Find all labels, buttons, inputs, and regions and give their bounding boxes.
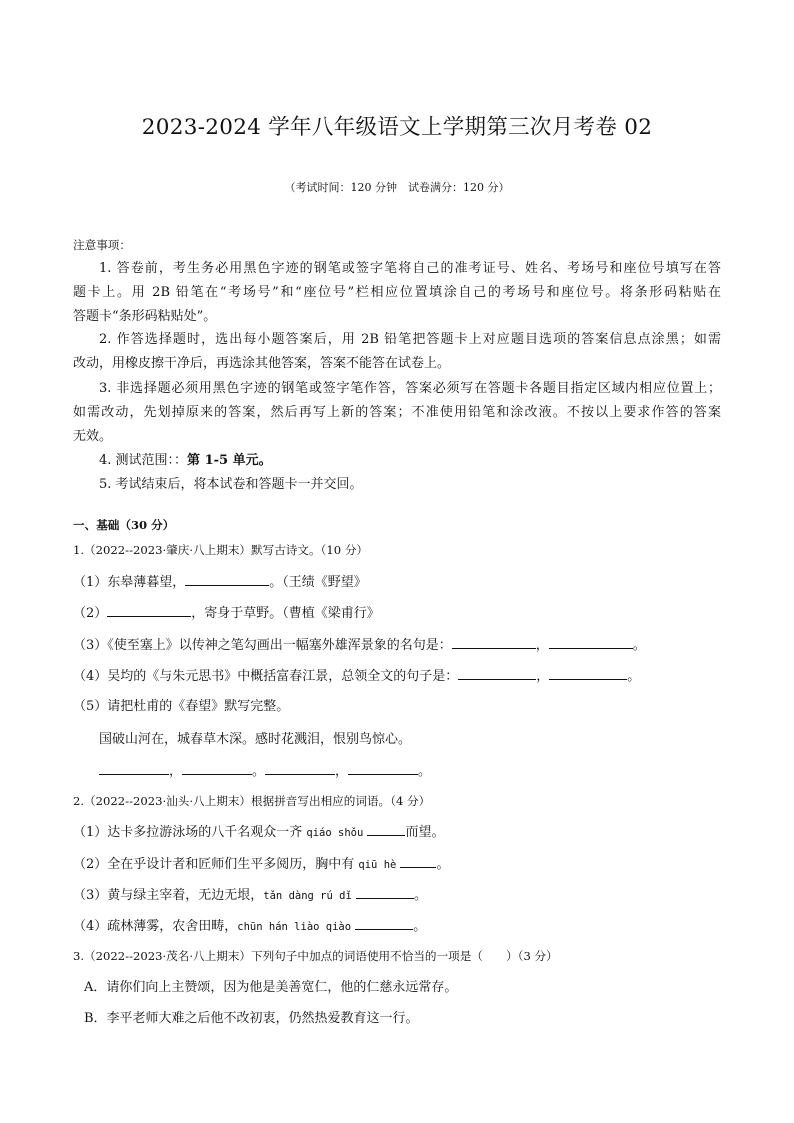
q1-part-2-label: （2） <box>73 606 108 621</box>
answer-blank[interactable] <box>458 667 536 680</box>
period: 。 <box>436 857 450 872</box>
q1-part-3 <box>73 636 646 655</box>
question-1-stem: 1.（2022--2023·肇庆·八上期末）默写古诗文。（10 分） <box>73 543 369 557</box>
q1-part-4-text: （4）吴均的《与朱元思书》中概括富春江景，总领全文的句子是： <box>73 669 459 684</box>
q2-part-3-text: （3）黄与绿主宰着，无边无垠， <box>73 888 264 903</box>
q2-part-3 <box>73 886 427 905</box>
notice-line: 1. 答卷前，考生务必用黑色字迹的钢笔或签字笔将自己的准考证号、姓名、考场号和座位号填写在答 <box>99 261 721 276</box>
answer-blank[interactable] <box>367 823 405 836</box>
exam-info: （考试时间：120 分钟 试卷满分：120 分） <box>284 181 510 194</box>
section-heading: 一、基础（30 分） <box>73 518 175 532</box>
notice-item-4-label: 4. 测试范围：： <box>99 453 188 468</box>
answer-blank[interactable] <box>400 855 436 868</box>
q1-part-2-text: ，寄身于草野。（曹植《梁甫行》 <box>191 606 380 621</box>
answer-blank[interactable] <box>99 762 169 775</box>
question-3-stem: 3.（2022--2023·茂名·八上期末）下列句子中加点的词语使用不恰当的一项是（ ）（3 分） <box>73 949 558 963</box>
comma: ， <box>535 638 549 653</box>
pinyin: qiáo shǒu <box>306 827 364 839</box>
pinyin: chūn hán liào qiào <box>237 921 352 933</box>
answer-blank[interactable] <box>355 917 413 930</box>
notice-line: 题卡上。用 2B 铅笔在“考场号”和“座位号”栏相应位置填涂自己的考场号和座位号。将条形码粘贴在 <box>73 285 721 300</box>
poem-answer-line <box>99 762 431 781</box>
notice-line: 答题卡“条形码粘贴处”。 <box>73 309 217 324</box>
q2-part-1 <box>73 823 444 842</box>
question-2-stem: 2.（2022--2023·汕头·八上期末）根据拼音写出相应的词语。（4 分） <box>73 794 431 808</box>
comma: ， <box>335 764 349 779</box>
pinyin: qiū hè <box>358 859 397 871</box>
q1-part-1-text: （1）东皋薄暮望， <box>73 575 186 590</box>
answer-blank[interactable] <box>185 573 269 586</box>
q2-part-4-text: （4）疏林薄雾，农舍田畴， <box>73 919 238 934</box>
exam-title: 2023-2024 学年八年级语文上学期第三次月考卷 02 <box>141 115 653 140</box>
q2-part-2 <box>73 855 450 874</box>
q2-part-1-text: （1）达卡多拉游泳场的八千名观众一齐 <box>73 825 307 840</box>
q1-part-3-text: （3）《使至塞上》以传神之笔勾画出一幅塞外雄浑景象的名句是： <box>73 638 452 653</box>
period: 。 <box>627 669 641 684</box>
notice-line: 如需改动，先划掉原来的答案，然后再写上新的答案；不准使用铅笔和涂改液。不按以上要求作答的答案 <box>73 405 721 420</box>
period: 。 <box>632 638 646 653</box>
poem-text: 国破山河在，城春草木深。感时花溅泪，恨别鸟惊心。 <box>99 732 412 747</box>
notice-line: 改动，用橡皮擦干净后，再选涂其他答案，答案不能答在试卷上。 <box>73 356 451 371</box>
q1-part-1 <box>73 573 367 592</box>
q2-part-4 <box>73 917 426 936</box>
answer-blank[interactable] <box>549 636 633 649</box>
pinyin: tǎn dàng rú dǐ <box>263 890 352 902</box>
answer-blank[interactable] <box>265 762 335 775</box>
answer-blank[interactable] <box>549 667 627 680</box>
notice-item-4 <box>99 452 272 470</box>
period: 。 <box>252 764 266 779</box>
q1-part-1-source: 。（王绩《野望》 <box>269 575 367 590</box>
option-a[interactable]: A．请你们向上主赞颂，因为他是美善宽仁，他的仁慈永远常存。 <box>84 980 458 995</box>
answer-blank[interactable] <box>182 762 252 775</box>
answer-blank[interactable] <box>356 886 414 899</box>
option-b[interactable]: B．李平老师大难之后他不改初衷，仍然热爱教育这一行。 <box>84 1011 419 1026</box>
period: 。 <box>413 888 427 903</box>
period: 。 <box>418 764 432 779</box>
notice-line: 2. 作答选择题时，选出每小题答案后，用 2B 铅笔把答题卡上对应题目选项的答案信息点涂黑；如需 <box>99 332 721 347</box>
q2-part-1-end: 而望。 <box>405 825 445 840</box>
q1-part-5: （5）请把杜甫的《春望》默写完整。 <box>73 699 290 714</box>
comma: ， <box>169 764 183 779</box>
q2-part-2-text: （2）全在乎设计者和匠师们生平多阅历，胸中有 <box>73 857 359 872</box>
test-scope: 第 1-5 单元。 <box>187 453 272 468</box>
answer-blank[interactable] <box>452 636 536 649</box>
notice-heading: 注意事项： <box>73 238 131 252</box>
notice-item-5: 5. 考试结束后，将本试卷和答题卡一并交回。 <box>99 477 363 492</box>
notice-line: 无效。 <box>73 429 113 444</box>
answer-blank[interactable] <box>348 762 418 775</box>
comma: ， <box>536 669 550 684</box>
q1-part-2 <box>73 604 380 623</box>
answer-blank[interactable] <box>107 604 191 617</box>
q1-part-4 <box>73 667 640 686</box>
period: 。 <box>413 919 427 934</box>
notice-line: 3. 非选择题必须用黑色字迹的钢笔或签字笔作答，答案必须写在答题卡各题目指定区域内相应位置上； <box>99 381 721 396</box>
